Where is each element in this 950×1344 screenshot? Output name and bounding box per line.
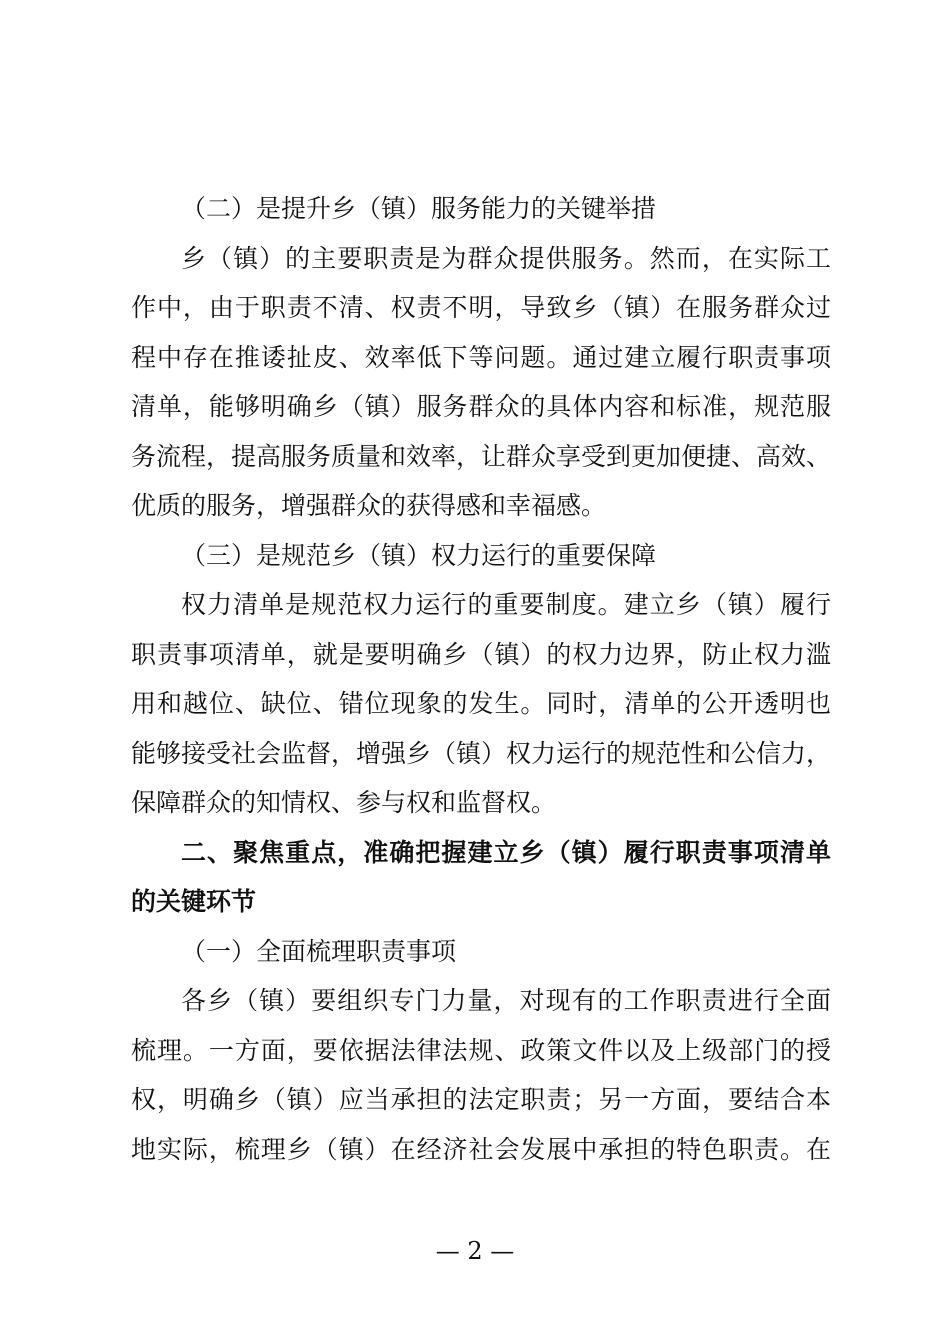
section-2-1-body-line: 梳理。一方面，要依据法律法规、政策文件以及上级部门的授: [131, 1035, 831, 1065]
section-1-2-body-line: 程中存在推诿扯皮、效率低下等问题。通过建立履行职责事项: [131, 342, 831, 372]
section-1-2-body-line: 优质的服务，增强群众的获得感和幸福感。: [131, 491, 607, 520]
section-1-2-body-line: 务流程，提高服务质量和效率，让群众享受到更加便捷、高效、: [131, 441, 832, 471]
section-2-1-body-line: 地实际，梳理乡（镇）在经济社会发展中承担的特色职责。在: [131, 1134, 831, 1164]
section-1-3-body-line: 能够接受社会监督，增强乡（镇）权力运行的规范性和公信力，: [131, 738, 832, 768]
section-1-3-body-line: 权力清单是规范权力运行的重要制度。建立乡（镇）履行: [181, 590, 831, 619]
section-1-2-body-line: 清单，能够明确乡（镇）服务群众的具体内容和标准，规范服: [131, 392, 831, 421]
section-2-heading-line: 二、聚焦重点，准确把握建立乡（镇）履行职责事项清单: [181, 837, 831, 867]
document-body: [131, 184, 831, 1174]
section-1-2-body-line: 作中，由于职责不清、权责不明，导致乡（镇）在服务群众过: [131, 293, 831, 322]
section-2-1-body-line: 权，明确乡（镇）应当承担的法定职责；另一方面，要结合本: [131, 1085, 831, 1114]
section-1-3-body-line: 保障群众的知情权、参与权和监督权。: [131, 788, 557, 817]
section-1-3-body-line: 职责事项清单，就是要明确乡（镇）的权力边界，防止权力滥: [131, 639, 831, 669]
section-1-2-heading-line: （二）是提升乡（镇）服务能力的关键举措: [181, 194, 657, 223]
section-2-heading-line: 的关键环节: [131, 887, 257, 916]
section-2-1-heading-line: （一）全面梳理职责事项: [181, 936, 457, 966]
section-1-2-body-line: 乡（镇）的主要职责是为群众提供服务。然而，在实际工: [181, 243, 831, 273]
section-1-3-body-line: 用和越位、缺位、错位现象的发生。同时，清单的公开透明也: [131, 689, 831, 718]
section-2-1-body-line: 各乡（镇）要组织专门力量，对现有的工作职责进行全面: [181, 986, 831, 1015]
page-number: — 2 —: [435, 1237, 515, 1265]
section-1-3-heading-line: （三）是规范乡（镇）权力运行的重要保障: [181, 540, 657, 570]
